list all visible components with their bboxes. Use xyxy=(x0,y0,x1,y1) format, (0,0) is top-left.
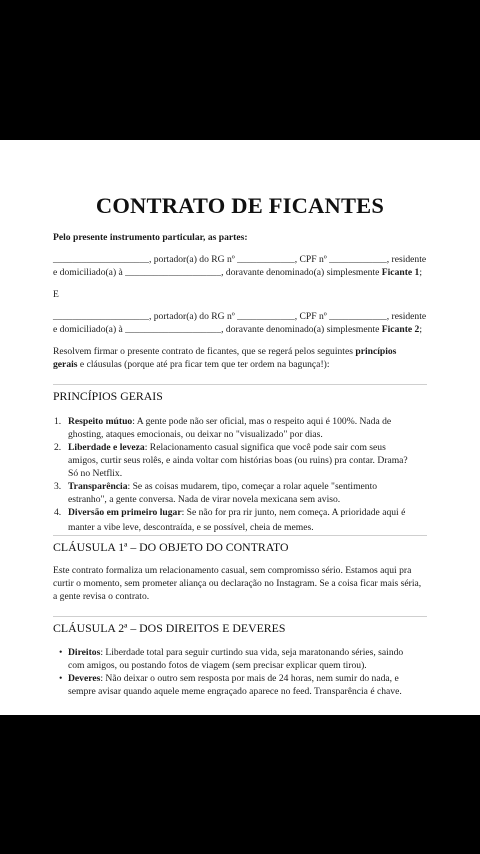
principle-item-2 xyxy=(54,441,386,454)
party1-line1: ____________________, portador(a) do RG nº ____________, CPF nº ____________, residente xyxy=(53,254,427,265)
duties-title: Deveres xyxy=(68,673,101,684)
party1-line2 xyxy=(53,266,422,279)
section-divider xyxy=(53,616,427,617)
bullet-icon: • xyxy=(59,647,63,658)
party1-end: ; xyxy=(419,267,423,278)
principle-text: : A gente pode não ser oficial, mas o respeito aqui é 100%. Nada de xyxy=(132,416,392,427)
section-divider xyxy=(53,535,427,536)
party2-end: ; xyxy=(419,324,423,335)
principle-number: 4. xyxy=(54,507,62,518)
principle-item-4-cont: manter a vibe leve, descontraída, e se possível, cheia de memes. xyxy=(68,522,314,533)
resolve-line2 xyxy=(53,358,330,371)
principle-item-3-cont: estranho", a gente conversa. Nada de virar novela mexicana sem aviso. xyxy=(68,494,341,505)
resolve-rest: e cláusulas (porque até pra ficar tem que ter ordem na bagunça!): xyxy=(77,359,330,370)
principles-heading: PRINCÍPIOS GERAIS xyxy=(53,389,163,403)
rights-title: Direitos xyxy=(68,647,101,658)
party1-label: Ficante 1 xyxy=(381,267,420,278)
principle-title: Respeito mútuo xyxy=(68,416,133,427)
resolve-line1 xyxy=(53,345,396,358)
principle-item-3 xyxy=(54,480,378,493)
clause1-line2: curtir o momento, sem prometer aliança ou declaração no Instagram. Se a coisa ficar mais séria, xyxy=(53,578,422,589)
principle-number: 3. xyxy=(54,481,62,492)
clause2-heading: CLÁUSULA 2ª – DOS DIREITOS E DEVERES xyxy=(53,621,286,635)
clause2-item-duties-cont: sempre avisar quando aquele meme engraçado aparece no feed. Transparência é chave. xyxy=(68,686,402,697)
clause1-line3: a gente revisa o contrato. xyxy=(53,591,150,602)
resolve-bold-gerais: gerais xyxy=(53,359,78,370)
party2-line2 xyxy=(53,323,422,336)
principle-text: : Se não for pra rir junto, nem começa. A prioridade aqui é xyxy=(181,507,406,518)
document-title: CONTRATO DE FICANTES xyxy=(95,193,385,218)
bullet-icon: • xyxy=(59,673,63,684)
principle-item-1-cont: ghosting, ataques emocionais, ou deixar no "visualizado" por dias. xyxy=(68,429,323,440)
principle-item-4 xyxy=(54,506,406,519)
principle-title: Transparência xyxy=(68,481,128,492)
clause2-item-rights-cont: com amigos, ou postando fotos de viagem (sem precisar explicar quem tirou). xyxy=(68,660,367,671)
document-page xyxy=(0,140,480,715)
section-divider xyxy=(53,384,427,385)
clause2-item-duties xyxy=(59,672,399,685)
principle-number: 1. xyxy=(54,416,62,427)
principle-item-2-cont: amigos, curtir seus rolês, e ainda voltar com histórias boas (ou ruins) pra contar. Drama? xyxy=(68,455,408,466)
resolve-bold-principios: princípios xyxy=(355,346,397,357)
principle-text: : Relacionamento casual significa que você pode sair com seus xyxy=(144,442,386,453)
party2-line2-text: e domiciliado(a) à ____________________, doravante denominado(a) simplesmente xyxy=(53,324,382,335)
intro-text: Pelo presente instrumento particular, as partes: xyxy=(53,232,248,243)
clause1-line1: Este contrato formaliza um relacionamento casual, sem compromisso sério. Estamos aqui pra xyxy=(53,565,412,576)
resolve-text: Resolvem firmar o presente contrato de ficantes, que se regerá pelos seguintes xyxy=(53,346,356,357)
and-separator: E xyxy=(53,289,59,300)
principle-title: Liberdade e leveza xyxy=(68,442,145,453)
party1-line2-text: e domiciliado(a) à ____________________, doravante denominado(a) simplesmente xyxy=(53,267,382,278)
principle-item-2-cont2: Só no Netflix. xyxy=(68,468,123,479)
principle-title: Diversão em primeiro lugar xyxy=(68,507,182,518)
duties-text: : Não deixar o outro sem resposta por mais de 24 horas, nem sumir do nada, e xyxy=(100,673,399,684)
contract-document xyxy=(0,140,480,715)
rights-text: : Liberdade total para seguir curtindo sua vida, seja maratonando séries, saindo xyxy=(100,647,404,658)
clause1-heading: CLÁUSULA 1ª – DO OBJETO DO CONTRATO xyxy=(53,540,289,554)
party2-line1: ____________________, portador(a) do RG nº ____________, CPF nº ____________, residente xyxy=(53,311,427,322)
party2-label: Ficante 2 xyxy=(381,324,420,335)
clause2-item-rights xyxy=(59,646,404,659)
principle-number: 2. xyxy=(54,442,62,453)
principle-item-1 xyxy=(54,415,392,428)
principle-text: : Se as coisas mudarem, tipo, começar a rolar aquele "sentimento xyxy=(127,481,378,492)
